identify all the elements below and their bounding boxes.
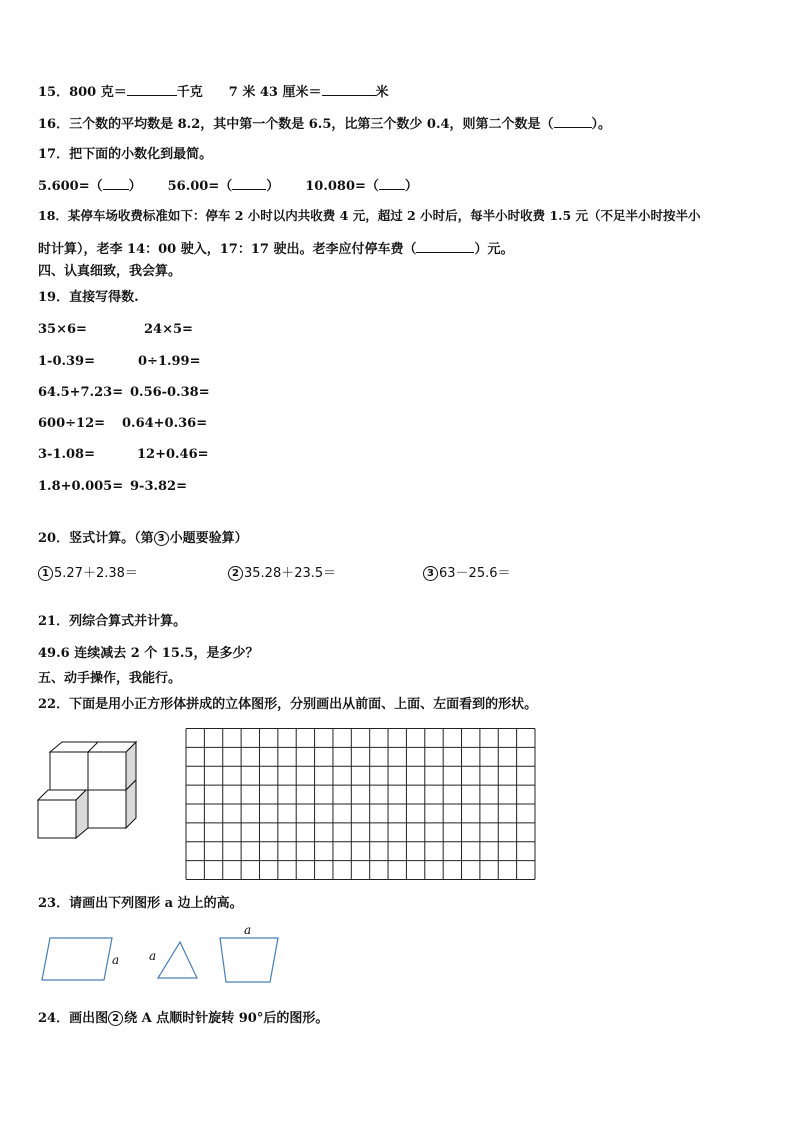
- q24-title-b: 绕 A 点顺时针旋转 90°后的图形。: [124, 1011, 329, 1026]
- vertical-calc-expr: 35.28＋23.5＝: [244, 566, 337, 581]
- label-a-parallelogram: a: [112, 953, 120, 967]
- answer-blank[interactable]: [379, 177, 405, 190]
- section-5-heading: 五、动手操作，我能行。: [38, 671, 182, 686]
- calc-right: 24×5=: [144, 322, 193, 337]
- q20-title-a: 20．竖式计算。（第: [38, 531, 154, 546]
- question-24-title: [38, 1011, 328, 1027]
- question-18-line1: 18．某停车场收费标准如下：停车 2 小时以内共收费 4 元，超过 2 小时后，每半小时收费 1.5 元（不足半小时按半小: [38, 208, 701, 223]
- q17-item-2-right: ）: [266, 179, 280, 194]
- question-19-title: 19．直接写得数.: [38, 290, 139, 305]
- circled-number-3: 3: [423, 566, 438, 581]
- vertical-calc-expr: 63－25.6＝: [439, 566, 511, 581]
- q24-title-a: 24．画出图: [38, 1011, 109, 1026]
- question-23-title: 23．请画出下列图形 a 边上的高。: [38, 896, 243, 911]
- drawing-grid[interactable]: [186, 728, 536, 880]
- vertical-calc-2: [228, 562, 336, 581]
- q16-end: ）。: [591, 117, 612, 132]
- question-21-title: 21．列综合算式并计算。: [38, 614, 187, 629]
- question-21-text: 49.6 连续减去 2 个 15.5，是多少？: [38, 646, 259, 661]
- vertical-calc-expr: 5.27＋2.38＝: [54, 566, 138, 581]
- q17-item-1-left: 5.600=（: [38, 179, 103, 194]
- q15-b-left: 7 米 43 厘米＝: [228, 85, 322, 100]
- question-22-title: 22．下面是用小正方形体拼成的立体图形，分别画出从前面、上面、左面看到的形状。: [38, 697, 538, 712]
- section-4-heading: 四、认真细致，我会算。: [38, 264, 182, 279]
- calc-left: 64.5+7.23=: [38, 385, 124, 400]
- vertical-calc-3: [423, 562, 511, 581]
- q16-text: 16．三个数的平均数是 8.2，其中第一个数是 6.5，比第三个数少 0.4，则第二个数是（: [38, 117, 554, 132]
- question-16: [38, 115, 611, 133]
- q20-title-b: 小题要验算）: [169, 531, 248, 546]
- calc-left: 1-0.39=: [38, 354, 95, 369]
- answer-blank[interactable]: [103, 177, 129, 190]
- answer-blank[interactable]: [416, 240, 474, 253]
- q17-item-1-right: ）: [128, 179, 142, 194]
- answer-blank[interactable]: [127, 83, 177, 96]
- calc-right: 9-3.82=: [130, 479, 187, 494]
- label-a-triangle: a: [149, 949, 157, 963]
- circled-number-2: 2: [108, 1011, 123, 1026]
- calc-right: 0÷1.99=: [138, 354, 201, 369]
- calc-left: 35×6=: [38, 322, 87, 337]
- answer-blank[interactable]: [322, 83, 376, 96]
- trapezoid-shape: [220, 938, 278, 982]
- q18-line2a: 时计算），老李 14：00 驶入，17：17 驶出。老李应付停车费（: [38, 242, 417, 257]
- q17-item-3-right: ）: [404, 179, 418, 194]
- question-15: [38, 83, 389, 101]
- question-20-title: [38, 531, 248, 547]
- shapes-figure: [40, 928, 280, 988]
- q15-number: 15．: [38, 85, 70, 100]
- question-18-line2: [38, 240, 513, 258]
- circled-number-1: 1: [38, 566, 53, 581]
- circled-number-2: 2: [228, 566, 243, 581]
- cube-stack-figure: [36, 740, 146, 838]
- calc-right: 0.64+0.36=: [122, 416, 208, 431]
- answer-blank[interactable]: [554, 115, 592, 128]
- calc-right: 0.56-0.38=: [130, 385, 210, 400]
- triangle-shape: [158, 942, 197, 978]
- question-17-title: 17．把下面的小数化到最简。: [38, 147, 213, 162]
- calc-right: 12+0.46=: [137, 447, 209, 462]
- calc-left: 3-1.08=: [38, 447, 95, 462]
- q17-item-3-left: 10.080=（: [305, 179, 379, 194]
- calc-left: 1.8+0.005=: [38, 479, 124, 494]
- circled-number-3: 3: [154, 531, 169, 546]
- q15-b-unit: 米: [375, 85, 389, 100]
- label-a-trapezoid: a: [244, 923, 252, 937]
- answer-blank[interactable]: [232, 177, 266, 190]
- vertical-calc-1: [38, 562, 138, 581]
- parallelogram-shape: [42, 938, 112, 980]
- q15-a-unit: 千克: [176, 85, 203, 100]
- calc-left: 600÷12=: [38, 416, 106, 431]
- question-17-items: [38, 177, 418, 195]
- q18-line2b: ）元。: [474, 242, 514, 257]
- q17-item-2-left: 56.00=（: [167, 179, 233, 194]
- q15-a-left: 800 克＝: [69, 85, 127, 100]
